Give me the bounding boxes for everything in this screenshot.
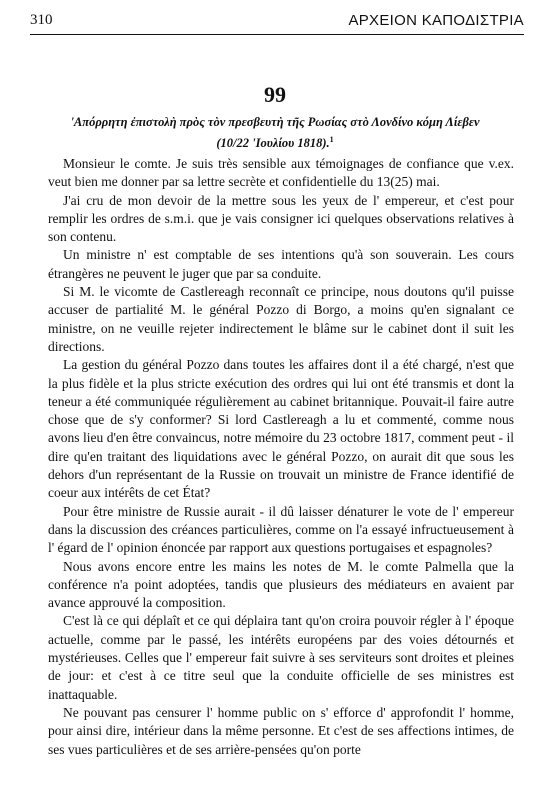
subtitle-line-2 (40, 131, 510, 152)
paragraph: La gestion du général Pozzo dans toutes les affaires dont il a été chargé, n'est que la plus fidèle et la plus stricte exécution des ordres qui lui ont été transmis et dont la teneur a été communiquée régulièrement au cabinet britannique. Pouvait-il faire autre chose que de s'y conformer? Si lord Castlereagh a lu et commenté, comme nous avons lieu d'en être convaincus, notre mémoire du 23 octobre 1817, comment peut - il dire qu'en traitant des liquidations avec le général Pozzo, on aurait dit que sous les dehors d'un représentant de la Russie on trouvait un ministre de France identifié de coeur aux intérêts de cet État? (48, 357, 514, 501)
paragraph: Nous avons encore entre les mains les notes de M. le comte Palmella que la conférence n'a point adoptées, tandis que plusieurs des médiateurs en avaient par avance approuvé la composition. (48, 558, 514, 611)
footnote-marker: 1 (329, 135, 334, 144)
paragraph: J'ai cru de mon devoir de la mettre sous les yeux de l' empereur, et c'est pour remplir les ordres de s.m.i. que je vais consigner ici quelques observations relatives à son contenu. (48, 192, 514, 245)
paragraph: C'est là ce qui déplaît et ce qui déplaira tant qu'on croira pouvoir régler à l' époque actuelle, comme par le passé, les intérêts européens par des voies détournés et mystérieuses. Celles que l' empereur fait suivre à ses serviteurs sont droites et pleines de jour: et c'est à ce titre seul que la conduite officielle de ses ministres est inattaquable. (48, 613, 514, 702)
paragraph: Un ministre n' est comptable de ses intentions qu'à son souverain. Les cours étrangères ne peuvent le juger que par sa conduite. (48, 247, 514, 281)
paragraph: Pour être ministre de Russie aurait - il dû laisser dénaturer le vote de l' empereur dans la discussion des créances particulières, comme on l'a essayé infructueusement à l' égard de l' opinion énoncée par rapport aux questions portugaises et espagnoles? (48, 503, 514, 556)
letter-body (48, 155, 514, 759)
document-subtitle (40, 114, 510, 152)
page-number: 310 (30, 12, 53, 28)
page-header (30, 12, 524, 35)
paragraph: Ne pouvant pas censurer l' homme public on s' efforce d' approfondit l' homme, pour ainsi dire, intérieur dans la même personne. Et c'est de ses affections intimes, de ses vues particulières et de ses arrière-pensées qu'on porte (48, 704, 514, 757)
running-head: ΑΡΧΕΙΟΝ ΚΑΠΟΔΙΣΤΡΙΑ (348, 12, 524, 29)
subtitle-line-1: 'Απόρρητη ἐπιστολὴ πρὸς τὸν πρεσβευτὴ τῆς Ρωσίας στὸ Λονδίνο κόμη Λίεβεν (70, 115, 480, 129)
paragraph: Si M. le vicomte de Castlereagh reconnaît ce principe, nous doutons qu'il puisse accuser de partialité M. le général Pozzo di Borgo, a moins qu'en signalant ce ministre, on ne veuille rejeter indirectement le blâme sur le cabinet dont il suit les directions. (48, 284, 514, 354)
subtitle-date: (10/22 'Ιουλίου 1818). (216, 136, 330, 151)
paragraph: Monsieur le comte. Je suis très sensible aux témoignages de confiance que v.ex. veut bien me donner par sa lettre secrète et confidentielle du 13(25) mai. (48, 156, 514, 190)
document-number: 99 (264, 82, 286, 107)
